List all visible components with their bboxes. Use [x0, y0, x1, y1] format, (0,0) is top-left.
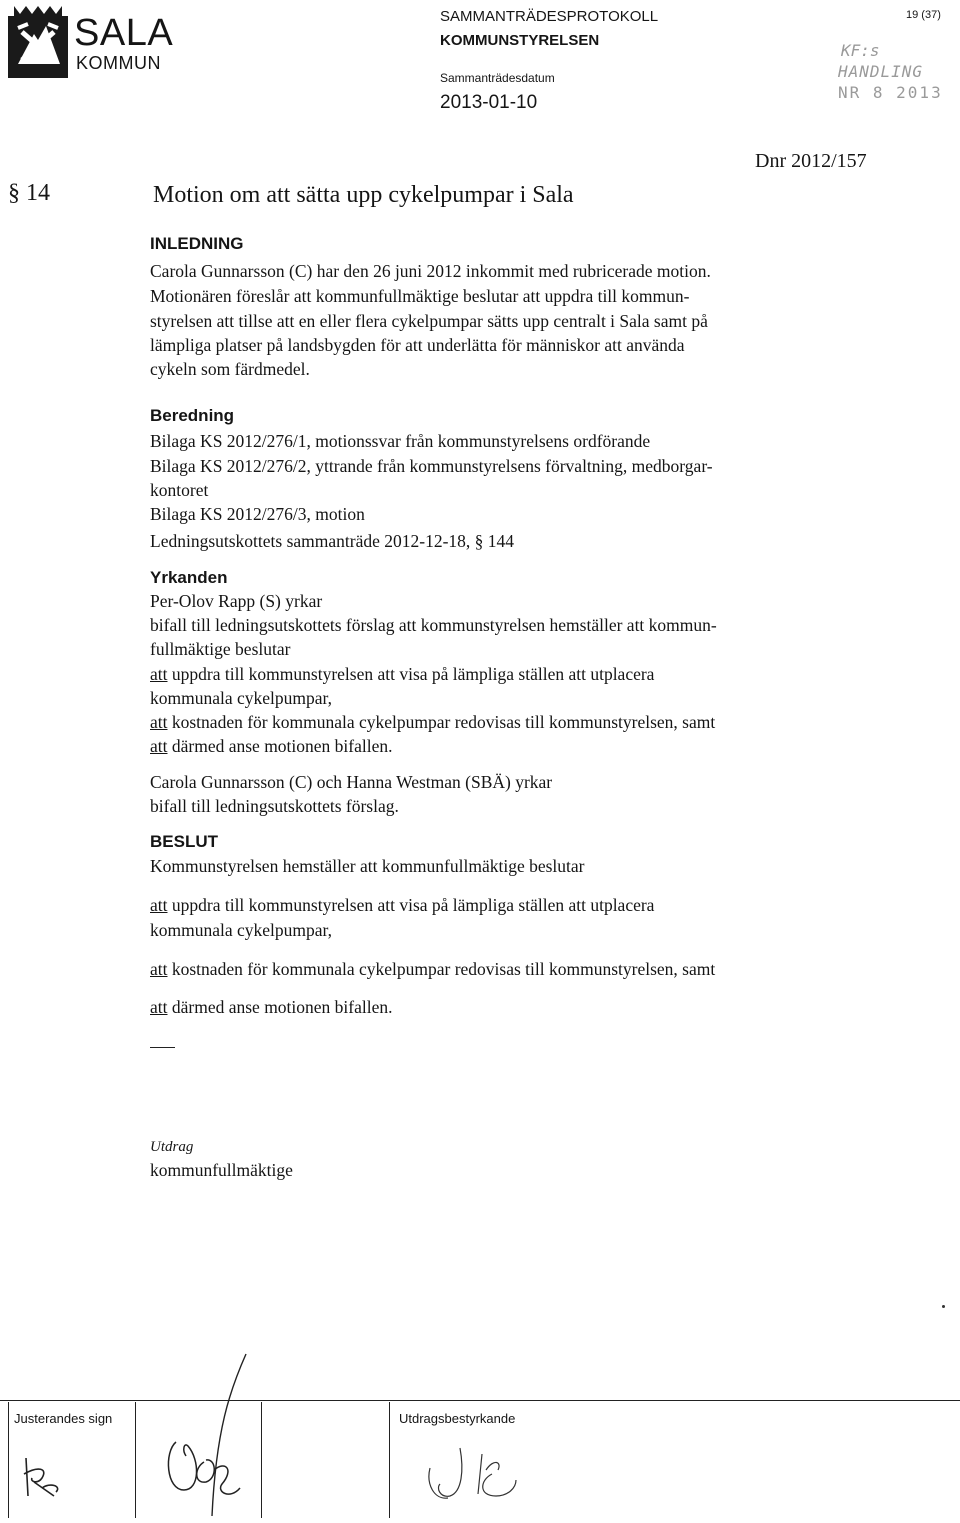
heading-yrkanden: Yrkanden	[150, 568, 228, 587]
beredning-line-3: kontoret	[150, 480, 209, 500]
yrkanden-line-5: kommunala cykelpumpar,	[150, 688, 333, 708]
footer-top-rule	[0, 1400, 960, 1401]
box-divider-1	[135, 1402, 136, 1518]
beslut-line-2: kommunala cykelpumpar,	[150, 920, 333, 940]
yrkanden-line-6: att kostnaden för kommunala cykelpumpar redovisas till kommunstyrelsen, samt	[150, 712, 716, 732]
utdrag-recipient: kommunfullmäktige	[150, 1160, 293, 1180]
att-keyword: att	[150, 997, 168, 1017]
yrkanden-line-7: att därmed anse motionen bifallen.	[150, 736, 393, 756]
sala-logo-crest	[8, 4, 68, 78]
beredning-line-5: Ledningsutskottets sammanträde 2012-12-18, § 144	[150, 531, 515, 551]
section-title: Motion om att sätta upp cykelpumpar i Sala	[153, 182, 574, 208]
yrkanden-line-9: bifall till ledningsutskottets förslag.	[150, 796, 399, 816]
beslut-line-3: att kostnaden för kommunala cykelpumpar redovisas till kommunstyrelsen, samt	[150, 959, 716, 979]
logo-text-sala: SALA	[74, 12, 174, 54]
box-divider-3	[389, 1402, 390, 1518]
initials-signature-1	[18, 1452, 68, 1507]
meeting-date-label: Sammanträdesdatum	[440, 71, 555, 85]
yrkanden-line-4: att uppdra till kommunstyrelsen att visa på lämpliga ställen att utplacera	[150, 664, 655, 684]
stamp-line-3: NR 8 2013	[838, 83, 943, 102]
yrkanden-line-8: Carola Gunnarsson (C) och Hanna Westman (SBÄ) yrkar	[150, 772, 553, 792]
inledning-line-2: Motionären föreslår att kommunfullmäktige beslutar att uppdra till kommun-	[150, 286, 690, 306]
heading-inledning: INLEDNING	[150, 234, 244, 253]
att-keyword: att	[150, 712, 168, 732]
heading-beslut: BESLUT	[150, 832, 218, 851]
beslut-intro: Kommunstyrelsen hemställer att kommunfullmäktige beslutar	[150, 856, 585, 876]
att-keyword: att	[150, 736, 168, 756]
board-name: KOMMUNSTYRELSEN	[440, 32, 600, 49]
stamp-line-1: KF:s	[841, 41, 880, 60]
inledning-line-5: cykeln som färdmedel.	[150, 359, 310, 379]
protocol-title: SAMMANTRÄDESPROTOKOLL	[440, 8, 659, 25]
utdrag-label: Utdrag	[150, 1139, 194, 1155]
page-number: 19 (37)	[906, 9, 941, 21]
beredning-line-2: Bilaga KS 2012/276/2, yttrande från kommunstyrelsens förvaltning, medborgar-	[150, 456, 713, 476]
beredning-line-4: Bilaga KS 2012/276/3, motion	[150, 504, 365, 524]
beslut-line-4: att därmed anse motionen bifallen.	[150, 997, 393, 1017]
yrkanden-line-2: bifall till ledningsutskottets förslag att kommunstyrelsen hemställer att kommun-	[150, 615, 717, 635]
case-number: Dnr 2012/157	[755, 150, 867, 172]
meeting-date: 2013-01-10	[440, 92, 538, 113]
att-keyword: att	[150, 664, 168, 684]
beslut-line-1: att uppdra till kommunstyrelsen att visa på lämpliga ställen att utplacera	[150, 895, 655, 915]
utdragsbestyrkande-label: Utdragsbestyrkande	[399, 1411, 516, 1426]
end-dash	[150, 1047, 175, 1048]
inledning-line-1: Carola Gunnarsson (C) har den 26 juni 2012 inkommit med rubricerade motion.	[150, 261, 711, 281]
heading-beredning: Beredning	[150, 406, 235, 425]
stamp-line-2: HANDLING	[838, 62, 924, 81]
initials-signature-2	[160, 1350, 250, 1523]
certification-signature	[420, 1440, 540, 1515]
logo-text-kommun: KOMMUN	[76, 53, 161, 73]
inledning-line-4: lämpliga platser på landsbygden för att underlätta för människor att använda	[150, 335, 685, 355]
speck	[942, 1305, 945, 1308]
inledning-line-3: styrelsen att tillse att en eller flera cykelpumpar sätts upp centralt i Sala samt på	[150, 311, 708, 331]
att-keyword: att	[150, 959, 168, 979]
beredning-line-1: Bilaga KS 2012/276/1, motionssvar från kommunstyrelsens ordförande	[150, 431, 651, 451]
box-divider-2	[261, 1402, 262, 1518]
yrkanden-line-3: fullmäktige beslutar	[150, 639, 291, 659]
att-keyword: att	[150, 895, 168, 915]
justerandes-sign-label: Justerandes sign	[14, 1411, 113, 1426]
yrkanden-line-1: Per-Olov Rapp (S) yrkar	[150, 591, 323, 611]
box-left-edge	[8, 1402, 9, 1518]
section-number: § 14	[8, 180, 50, 206]
